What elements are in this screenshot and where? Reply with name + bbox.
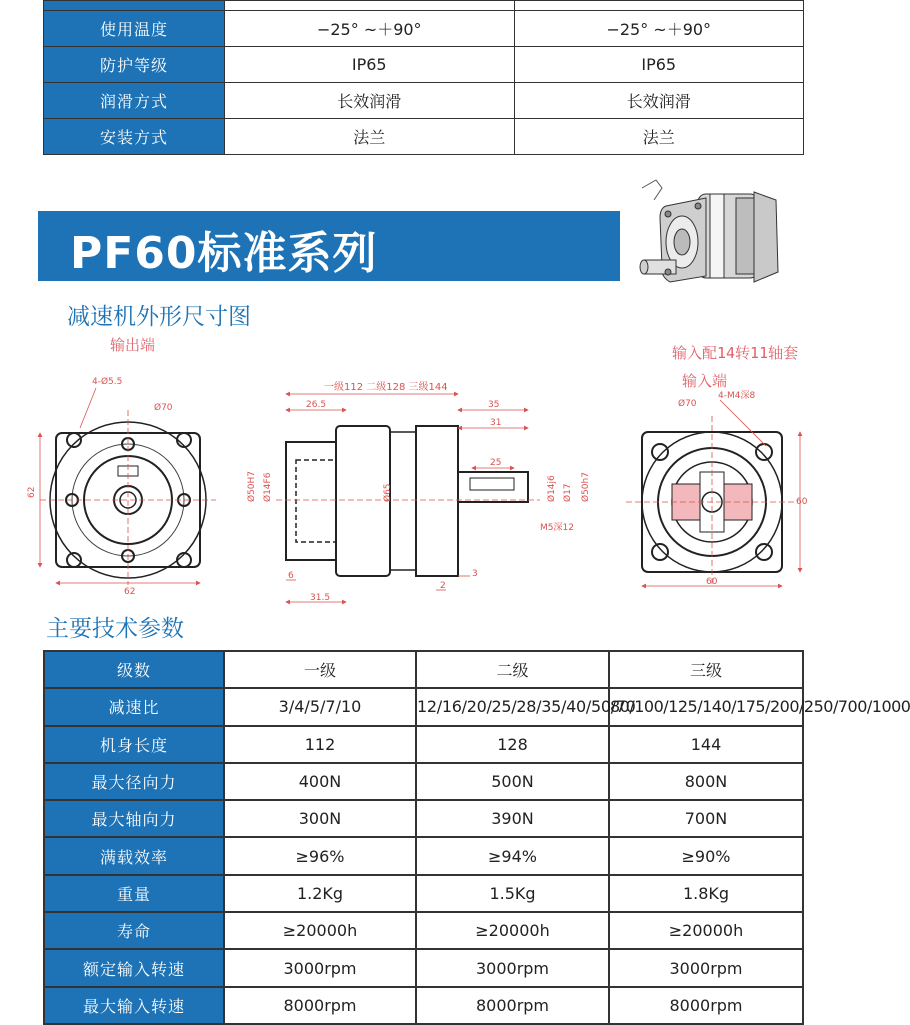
dim-65: Ø65 [383, 483, 393, 502]
dim-hole-output: 4-Ø5.5 [92, 377, 123, 387]
row-value: 112 [224, 726, 416, 763]
row-value: 8000rpm [609, 987, 803, 1024]
dim-50h7: Ø50H7 [247, 470, 257, 502]
side-view [246, 381, 591, 603]
row-value: 8000rpm [224, 987, 416, 1024]
row-label: 满载效率 [44, 837, 224, 874]
dim-3: 3 [472, 569, 478, 579]
output-end-view [27, 376, 216, 597]
dim-hole-input: 4-M4深8 [718, 391, 756, 401]
row-label: 额定输入转速 [44, 949, 224, 986]
row-value: 法兰 [514, 119, 804, 155]
dim-flange-output: 62 [27, 486, 37, 498]
row-value: ≥20000h [224, 912, 416, 949]
dim-14f6: Ø14F6 [263, 472, 273, 502]
row-value: −25° ~＋90° [514, 11, 804, 47]
row-value: 长效润滑 [225, 83, 515, 119]
dim-14j6: Ø14j6 [547, 475, 557, 502]
row-value: 3000rpm [416, 949, 609, 986]
row-value: IP65 [514, 47, 804, 83]
table-row [44, 83, 804, 119]
row-label: 最大轴向力 [44, 800, 224, 837]
row-value: 法兰 [225, 119, 515, 155]
table-row [44, 837, 803, 874]
dim-width-output: 62 [124, 587, 136, 597]
dim-35: 35 [488, 400, 500, 410]
spec-heading: 主要技术参数 [46, 616, 184, 642]
row-value: 长效润滑 [514, 83, 804, 119]
dim-m5: M5深12 [540, 523, 574, 533]
top-spec-table [43, 0, 804, 155]
dim-2: 2 [440, 581, 446, 591]
table-row [44, 11, 804, 47]
row-label: 减速比 [44, 688, 224, 725]
row-value: ≥20000h [609, 912, 803, 949]
row-value: ≥20000h [416, 912, 609, 949]
row-value: 3000rpm [224, 949, 416, 986]
dim-31: 31 [490, 418, 502, 428]
row-value: −25° ~＋90° [225, 11, 515, 47]
row-label: 安装方式 [44, 119, 225, 155]
row-value: 800N [609, 763, 803, 800]
row-value: ≥94% [416, 837, 609, 874]
row-value: 1.5Kg [416, 875, 609, 912]
input-end-view [626, 390, 808, 587]
table-row [44, 763, 803, 800]
header-col: 三级 [609, 651, 803, 688]
row-value: 3000rpm [609, 949, 803, 986]
row-label: 寿命 [44, 912, 224, 949]
row-label: 使用温度 [44, 11, 225, 47]
row-label: 最大径向力 [44, 763, 224, 800]
dim-length-total: 一级112 二级128 三级144 [324, 382, 448, 393]
row-value: IP65 [225, 47, 515, 83]
table-row [44, 47, 804, 83]
header-col: 一级 [224, 651, 416, 688]
row-value: 300N [224, 800, 416, 837]
table-row [44, 987, 803, 1024]
row-value: ≥96% [224, 837, 416, 874]
dim-6: 6 [288, 571, 294, 581]
row-value: 12/16/20/25/28/35/40/50/70 [416, 688, 609, 725]
series-banner [38, 211, 620, 281]
table-row [44, 688, 803, 725]
row-label: 最大输入转速 [44, 987, 224, 1024]
row-label: 重量 [44, 875, 224, 912]
table-row [44, 875, 803, 912]
header-label: 级数 [44, 651, 224, 688]
row-value: 128 [416, 726, 609, 763]
input-label: 输入端 [682, 372, 728, 390]
row-value: 144 [609, 726, 803, 763]
row-value: 500N [416, 763, 609, 800]
spec-table [43, 650, 910, 1025]
dim-17: Ø17 [563, 483, 573, 502]
row-value: 400N [224, 763, 416, 800]
row-value: 3/4/5/7/10 [224, 688, 416, 725]
input-note: 输入配14转11轴套 [672, 344, 799, 362]
dim-25: 25 [490, 458, 502, 468]
table-row [44, 726, 803, 763]
header-col: 二级 [416, 651, 609, 688]
row-value: 390N [416, 800, 609, 837]
drawing-heading: 减速机外形尺寸图 [67, 304, 251, 330]
row-value: 1.8Kg [609, 875, 803, 912]
row-value: 1.2Kg [224, 875, 416, 912]
dim-pcd-output: Ø70 [154, 403, 173, 413]
table-row [44, 912, 803, 949]
row-label: 润滑方式 [44, 83, 225, 119]
row-value: 700N [609, 800, 803, 837]
dimension-drawing [0, 377, 840, 610]
banner-title: PF60标准系列 [70, 228, 378, 279]
dim-265: 26.5 [306, 400, 327, 410]
output-label: 输出端 [110, 336, 156, 354]
table-header-row [44, 651, 803, 688]
row-value: 80/100/125/140/175/200/250/700/1000 [609, 688, 803, 725]
row-label: 防护等级 [44, 47, 225, 83]
row-value: 8000rpm [416, 987, 609, 1024]
dim-315: 31.5 [310, 593, 331, 603]
table-row [44, 800, 803, 837]
row-label: 机身长度 [44, 726, 224, 763]
dim-pcd-input: Ø70 [678, 399, 697, 409]
dim-50h7b: Ø50h7 [581, 472, 591, 502]
row-value: ≥90% [609, 837, 803, 874]
table-row [44, 119, 804, 155]
gearbox-product-image [636, 176, 786, 304]
dim-flange-input: 60 [796, 497, 808, 507]
table-row [44, 949, 803, 986]
dim-width-input: 60 [706, 577, 718, 587]
